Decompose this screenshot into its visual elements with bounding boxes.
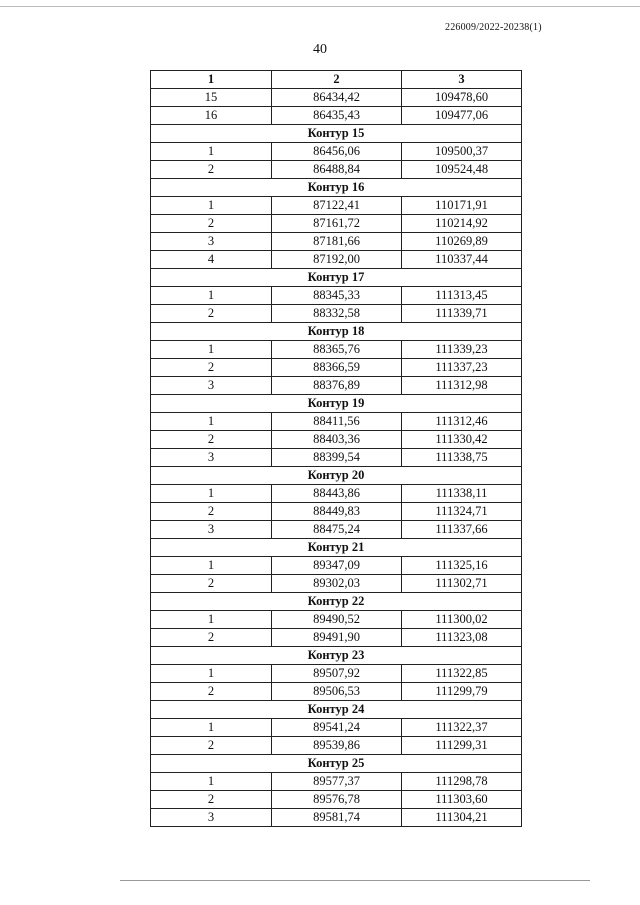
y-coordinate-cell: 111337,23 [402,359,522,377]
y-coordinate-cell: 111300,02 [402,611,522,629]
table-header-row [151,71,522,89]
section-title: Контур 24 [151,701,522,719]
y-coordinate-cell: 111325,16 [402,557,522,575]
point-number-cell: 2 [151,575,272,593]
table-row [151,557,522,575]
table-row [151,485,522,503]
x-coordinate-cell: 88443,86 [272,485,402,503]
x-coordinate-cell: 89506,53 [272,683,402,701]
x-coordinate-cell: 89507,92 [272,665,402,683]
point-number-cell: 3 [151,377,272,395]
table-row [151,413,522,431]
table-row [151,161,522,179]
y-coordinate-cell: 110171,91 [402,197,522,215]
x-coordinate-cell: 87122,41 [272,197,402,215]
y-coordinate-cell: 111338,75 [402,449,522,467]
x-coordinate-cell: 86488,84 [272,161,402,179]
table-row [151,143,522,161]
point-number-cell: 3 [151,809,272,827]
table-row [151,377,522,395]
y-coordinate-cell: 109477,06 [402,107,522,125]
section-title: Контур 17 [151,269,522,287]
y-coordinate-cell: 111338,11 [402,485,522,503]
point-number-cell: 16 [151,107,272,125]
y-coordinate-cell: 111299,79 [402,683,522,701]
section-title: Контур 20 [151,467,522,485]
section-title: Контур 25 [151,755,522,773]
x-coordinate-cell: 88411,56 [272,413,402,431]
y-coordinate-cell: 111299,31 [402,737,522,755]
table-row [151,89,522,107]
x-coordinate-cell: 86435,43 [272,107,402,125]
y-coordinate-cell: 111339,71 [402,305,522,323]
x-coordinate-cell: 89491,90 [272,629,402,647]
table-row [151,665,522,683]
point-number-cell: 2 [151,305,272,323]
point-number-cell: 1 [151,665,272,683]
y-coordinate-cell: 111312,46 [402,413,522,431]
x-coordinate-cell: 87192,00 [272,251,402,269]
point-number-cell: 2 [151,215,272,233]
section-row [151,539,522,557]
x-coordinate-cell: 89581,74 [272,809,402,827]
point-number-cell: 1 [151,287,272,305]
x-coordinate-cell: 86434,42 [272,89,402,107]
table-row [151,719,522,737]
table-row [151,233,522,251]
y-coordinate-cell: 109478,60 [402,89,522,107]
section-title: Контур 19 [151,395,522,413]
point-number-cell: 2 [151,737,272,755]
table-row [151,449,522,467]
table-row [151,575,522,593]
point-number-cell: 1 [151,197,272,215]
table-row [151,809,522,827]
header-cell-3: 3 [402,71,522,89]
y-coordinate-cell: 111330,42 [402,431,522,449]
x-coordinate-cell: 88403,36 [272,431,402,449]
section-row [151,125,522,143]
point-number-cell: 1 [151,143,272,161]
point-number-cell: 3 [151,233,272,251]
x-coordinate-cell: 88376,89 [272,377,402,395]
y-coordinate-cell: 110337,44 [402,251,522,269]
x-coordinate-cell: 86456,06 [272,143,402,161]
x-coordinate-cell: 89347,09 [272,557,402,575]
point-number-cell: 1 [151,611,272,629]
header-cell-1: 1 [151,71,272,89]
x-coordinate-cell: 88365,76 [272,341,402,359]
y-coordinate-cell: 111302,71 [402,575,522,593]
x-coordinate-cell: 89576,78 [272,791,402,809]
bottom-rule [120,880,590,881]
section-row [151,647,522,665]
section-row [151,593,522,611]
y-coordinate-cell: 111304,21 [402,809,522,827]
table-row [151,215,522,233]
table-row [151,251,522,269]
y-coordinate-cell: 110214,92 [402,215,522,233]
x-coordinate-cell: 89302,03 [272,575,402,593]
y-coordinate-cell: 111339,23 [402,341,522,359]
point-number-cell: 2 [151,683,272,701]
point-number-cell: 15 [151,89,272,107]
point-number-cell: 1 [151,773,272,791]
section-row [151,755,522,773]
x-coordinate-cell: 88332,58 [272,305,402,323]
x-coordinate-cell: 88345,33 [272,287,402,305]
x-coordinate-cell: 88475,24 [272,521,402,539]
table-row [151,359,522,377]
section-row [151,701,522,719]
y-coordinate-cell: 111303,60 [402,791,522,809]
x-coordinate-cell: 89577,37 [272,773,402,791]
table-row [151,521,522,539]
section-title: Контур 23 [151,647,522,665]
y-coordinate-cell: 111324,71 [402,503,522,521]
y-coordinate-cell: 111337,66 [402,521,522,539]
section-title: Контур 15 [151,125,522,143]
y-coordinate-cell: 109524,48 [402,161,522,179]
y-coordinate-cell: 110269,89 [402,233,522,251]
section-title: Контур 21 [151,539,522,557]
table-row [151,197,522,215]
table-row [151,107,522,125]
table-row [151,683,522,701]
point-number-cell: 2 [151,431,272,449]
point-number-cell: 3 [151,449,272,467]
table-row [151,305,522,323]
section-row [151,467,522,485]
y-coordinate-cell: 111322,85 [402,665,522,683]
table-row [151,611,522,629]
section-row [151,179,522,197]
y-coordinate-cell: 111298,78 [402,773,522,791]
point-number-cell: 2 [151,791,272,809]
table-row [151,431,522,449]
table-body [151,89,522,827]
x-coordinate-cell: 89490,52 [272,611,402,629]
table-row [151,341,522,359]
section-row [151,395,522,413]
y-coordinate-cell: 111313,45 [402,287,522,305]
point-number-cell: 1 [151,719,272,737]
table-row [151,773,522,791]
x-coordinate-cell: 88366,59 [272,359,402,377]
x-coordinate-cell: 88449,83 [272,503,402,521]
header-cell-2: 2 [272,71,402,89]
y-coordinate-cell: 111312,98 [402,377,522,395]
table-row [151,503,522,521]
x-coordinate-cell: 87161,72 [272,215,402,233]
coordinates-table [150,70,522,827]
y-coordinate-cell: 111322,37 [402,719,522,737]
section-row [151,269,522,287]
point-number-cell: 1 [151,413,272,431]
page-number: 40 [313,42,327,57]
section-row [151,323,522,341]
point-number-cell: 3 [151,521,272,539]
section-title: Контур 16 [151,179,522,197]
x-coordinate-cell: 87181,66 [272,233,402,251]
point-number-cell: 4 [151,251,272,269]
x-coordinate-cell: 89541,24 [272,719,402,737]
y-coordinate-cell: 111323,08 [402,629,522,647]
top-rule [0,6,640,7]
point-number-cell: 2 [151,503,272,521]
section-title: Контур 22 [151,593,522,611]
table-row [151,287,522,305]
point-number-cell: 2 [151,629,272,647]
point-number-cell: 2 [151,359,272,377]
x-coordinate-cell: 88399,54 [272,449,402,467]
table-row [151,737,522,755]
point-number-cell: 1 [151,341,272,359]
point-number-cell: 1 [151,485,272,503]
x-coordinate-cell: 89539,86 [272,737,402,755]
point-number-cell: 2 [151,161,272,179]
y-coordinate-cell: 109500,37 [402,143,522,161]
table-row [151,629,522,647]
section-title: Контур 18 [151,323,522,341]
point-number-cell: 1 [151,557,272,575]
table-row [151,791,522,809]
document-id: 226009/2022-20238(1) [445,22,542,33]
